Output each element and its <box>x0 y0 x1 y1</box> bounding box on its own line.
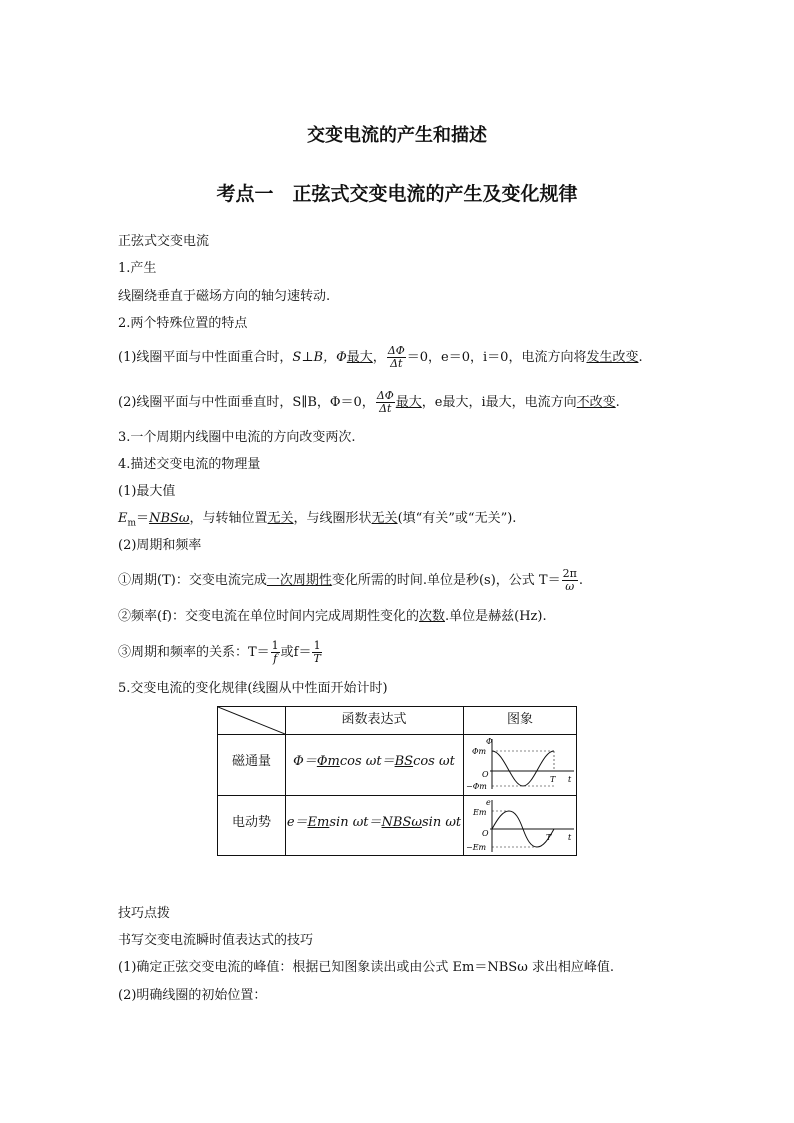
text: cos ωt＝ <box>339 754 395 769</box>
emf-graph <box>464 796 577 856</box>
text: (填“有关”或“无关”). <box>397 511 517 526</box>
item-2-line-2 <box>118 388 620 418</box>
fraction <box>312 640 321 665</box>
fraction-denominator: T <box>313 652 321 665</box>
text: e＝ <box>286 815 308 830</box>
graph-label: t <box>568 833 572 842</box>
fraction-denominator: f <box>273 652 278 665</box>
text: 或f＝ <box>280 645 312 660</box>
underlined-text: 最大 <box>346 350 373 365</box>
text: E <box>118 511 128 526</box>
row-label-flux: 磁通量 <box>231 754 271 769</box>
text: ＝ <box>136 511 150 526</box>
underlined-text: 不改变 <box>576 395 616 410</box>
heading-sine-ac: 正弦式交变电流 <box>118 234 210 249</box>
text: cos ωt <box>413 754 455 769</box>
doc-title: 交变电流的产生和描述 <box>307 125 487 146</box>
graph-label: t <box>568 775 572 784</box>
text: .单位是赫兹(Hz). <box>444 609 547 624</box>
fraction <box>387 345 406 370</box>
underlined-text: NBSω <box>149 511 190 526</box>
text: . <box>578 573 583 588</box>
text: . <box>638 350 643 365</box>
text: (1)线圈平面与中性面重合时， <box>118 350 293 365</box>
fraction-numerator: 1 <box>313 639 321 652</box>
text: ，e最大，i最大，电流方向 <box>421 395 577 410</box>
text: Φ＝ <box>293 754 317 769</box>
fraction <box>562 568 578 593</box>
graph-label: T <box>550 775 556 784</box>
header-diagonal <box>218 707 285 734</box>
fraction <box>376 390 395 415</box>
item-4-2: (2)周期和频率 <box>118 538 202 553</box>
text: sin ωt <box>421 815 462 830</box>
text: ③周期和频率的关系：T＝ <box>118 645 270 660</box>
text: ①周期(T)：交变电流完成 <box>118 573 267 588</box>
text: ＝0，e＝0，i＝0，电流方向将 <box>406 350 587 365</box>
item-2-title: 2.两个特殊位置的特点 <box>118 316 248 331</box>
relation-line <box>118 636 323 670</box>
underlined-text: 发生改变 <box>586 350 639 365</box>
underlined-text: 最大 <box>395 395 422 410</box>
item-5: 5.交变电流的变化规律(线圈从中性面开始计时) <box>118 681 388 696</box>
subscript: m <box>127 518 137 529</box>
underlined-text: Φm <box>316 754 340 769</box>
text: (2)线圈平面与中性面垂直时，S∥B，Φ＝0， <box>118 395 375 410</box>
graph-label: O <box>482 770 489 779</box>
underlined-text: Em <box>307 815 330 830</box>
text: ，与线圈形状 <box>293 511 372 526</box>
tips-item-1: (1)确定正弦交变电流的峰值：根据已知图象读出或由公式 Em＝NBSω 求出相应峰值. <box>118 960 615 975</box>
flux-graph <box>464 735 577 795</box>
tips-item-2: (2)明确线圈的初始位置： <box>118 988 267 1003</box>
flux-expression <box>285 753 463 771</box>
text: ，与转轴位置 <box>189 511 268 526</box>
text: 变化所需的时间.单位是秒(s)，公式 T＝ <box>331 573 561 588</box>
underlined-text: 无关 <box>267 511 294 526</box>
fraction-numerator: 1 <box>271 639 279 652</box>
emf-expression <box>285 814 463 832</box>
fraction-denominator: Δt <box>379 402 392 415</box>
graph-label: T <box>546 833 552 842</box>
tips-subtitle: 书写交变电流瞬时值表达式的技巧 <box>118 933 314 948</box>
underlined-text: BS <box>394 754 414 769</box>
graph-label: Φm <box>472 747 487 756</box>
tips-title: 技巧点拨 <box>118 906 171 921</box>
text: . <box>615 395 620 410</box>
item-2-line-1 <box>118 343 643 373</box>
graph-label: Em <box>473 808 487 817</box>
graph-label: O <box>482 829 489 838</box>
underlined-text: 次数 <box>418 609 445 624</box>
graph-label: Φ <box>486 737 493 746</box>
text: ②频率(f)：交变电流在单位时间内完成周期性变化的 <box>118 609 419 624</box>
fraction-numerator: ΔΦ <box>387 344 405 357</box>
item-3: 3.一个周期内线圈中电流的方向改变两次. <box>118 430 356 445</box>
max-value-line <box>118 510 516 533</box>
item-4-1: (1)最大值 <box>118 484 176 499</box>
item-1-body: 线圈绕垂直于磁场方向的轴匀速转动. <box>118 289 331 304</box>
period-line <box>118 564 583 598</box>
item-4-title: 4.描述交变电流的物理量 <box>118 457 261 472</box>
fraction-numerator: 2π <box>562 567 577 580</box>
graph-label: −Em <box>466 843 487 852</box>
item-1-title: 1.产生 <box>118 261 157 276</box>
underlined-text: 无关 <box>371 511 398 526</box>
frequency-line <box>118 608 547 626</box>
fraction-denominator: Δt <box>390 357 403 370</box>
row-label-emf: 电动势 <box>231 815 271 830</box>
text: sin ωt＝ <box>329 815 382 830</box>
text: Φ <box>336 350 347 365</box>
fraction-denominator: ω <box>565 580 575 593</box>
table-rule <box>285 707 286 855</box>
law-table <box>217 706 577 856</box>
graph-label: −Φm <box>466 782 487 791</box>
fraction-numerator: ΔΦ <box>376 389 394 402</box>
text: ， <box>372 350 386 365</box>
column-header-expression: 函数表达式 <box>341 712 407 727</box>
text: S⊥B， <box>292 350 337 365</box>
underlined-text: 一次周期性 <box>266 573 332 588</box>
fraction <box>271 640 280 665</box>
section-title: 考点一 正弦式交变电流的产生及变化规律 <box>216 183 578 205</box>
graph-label: e <box>486 798 491 807</box>
underlined-text: NBSω <box>381 815 422 830</box>
column-header-graph: 图象 <box>506 712 533 727</box>
